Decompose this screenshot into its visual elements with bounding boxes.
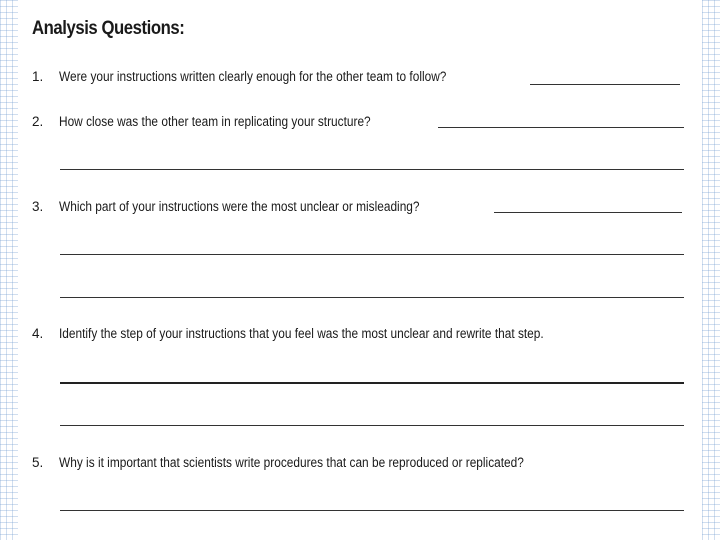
answer-line-4a[interactable]	[60, 382, 684, 384]
answer-line-3a[interactable]	[494, 212, 682, 213]
question-number: 1.	[32, 69, 44, 84]
answer-line-5[interactable]	[60, 510, 684, 511]
answer-line-3b[interactable]	[60, 254, 684, 255]
answer-line-4b[interactable]	[60, 425, 684, 426]
question-text: Which part of your instructions were the most unclear or misleading?	[59, 199, 420, 214]
question-number: 3.	[32, 199, 44, 214]
answer-line-1[interactable]	[530, 84, 680, 85]
question-text: Were your instructions written clearly enough for the other team to follow?	[59, 69, 447, 84]
answer-line-2a[interactable]	[438, 127, 684, 128]
answer-line-2b[interactable]	[60, 169, 684, 170]
question-text: Why is it important that scientists write procedures that can be reproduced or replicated?	[59, 455, 524, 470]
question-text: Identify the step of your instructions that you feel was the most unclear and rewrite that step.	[59, 326, 544, 341]
question-text: How close was the other team in replicating your structure?	[59, 114, 371, 129]
question-number: 2.	[32, 114, 44, 129]
question-number: 4.	[32, 326, 44, 341]
question-number: 5.	[32, 455, 44, 470]
answer-line-3c[interactable]	[60, 297, 684, 298]
worksheet-title: Analysis Questions:	[32, 18, 185, 39]
worksheet-page	[18, 0, 702, 540]
